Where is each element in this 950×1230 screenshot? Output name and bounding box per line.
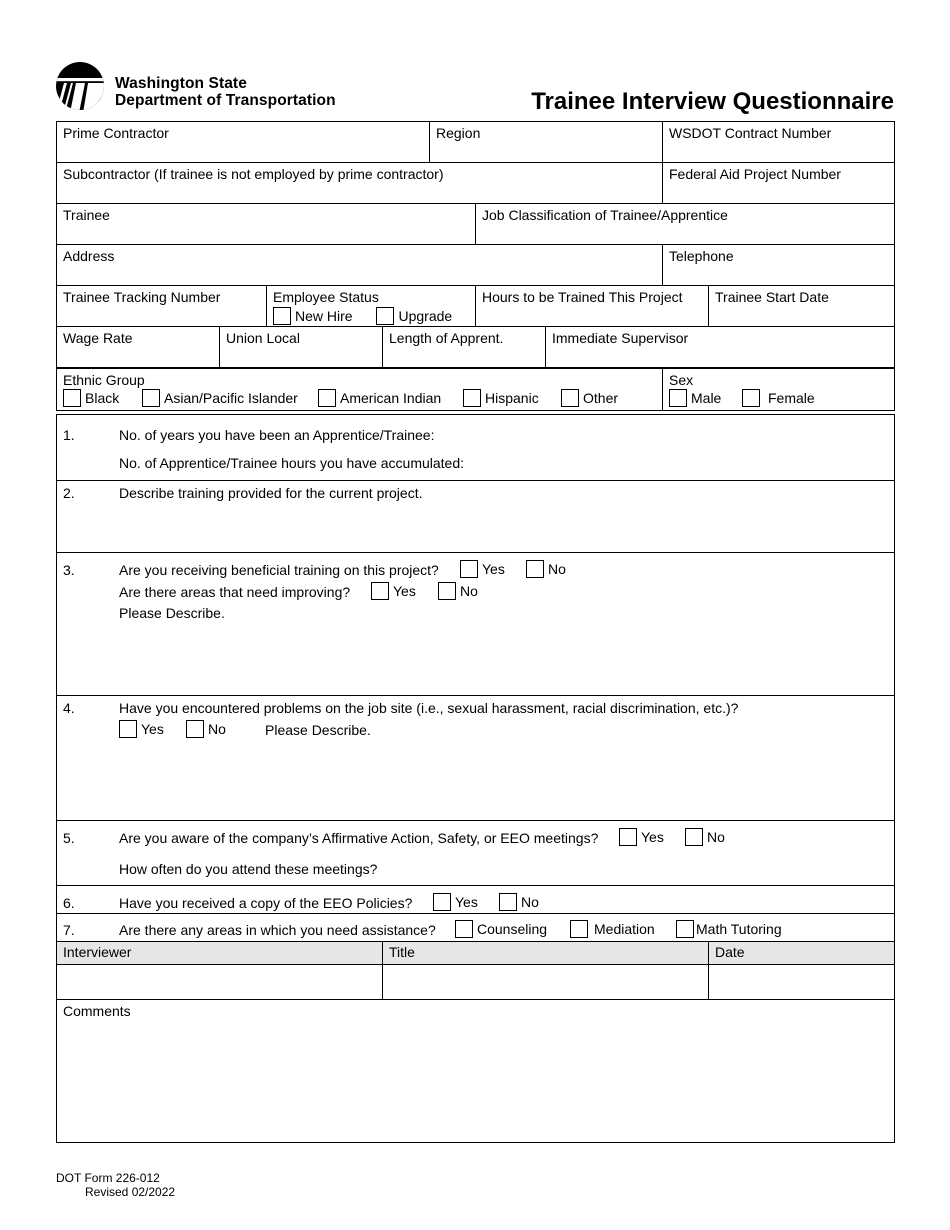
q4-yes-checkbox[interactable] <box>119 720 137 738</box>
ethnic-black-label: Black <box>85 389 120 406</box>
q3-improving-no-label: No <box>460 583 478 599</box>
q5-no-checkbox[interactable] <box>685 828 703 846</box>
question-7 <box>56 913 895 942</box>
question-6-number: 6. <box>63 895 75 911</box>
q3-beneficial-yes-checkbox[interactable] <box>460 560 478 578</box>
address-field[interactable] <box>56 244 663 286</box>
subcontractor-field[interactable] <box>56 162 663 204</box>
ethnic-group-label: Ethnic Group <box>63 372 145 388</box>
q3-beneficial-no-label: No <box>548 561 566 577</box>
question-3-line1: Are you receiving beneficial training on this project? <box>119 562 439 578</box>
q7-counseling-checkbox[interactable] <box>455 920 473 938</box>
ethnic-american-indian-label: American Indian <box>340 389 442 406</box>
ethnic-black-checkbox[interactable] <box>63 389 81 407</box>
question-3-line3: Please Describe. <box>119 605 225 621</box>
interviewer-header <box>56 941 383 965</box>
hours-trained-field[interactable] <box>475 285 709 327</box>
organization-name <box>115 75 336 109</box>
form-title: Trainee Interview Questionnaire <box>531 88 894 115</box>
question-3[interactable] <box>56 552 895 696</box>
comments-label: Comments <box>63 1003 131 1019</box>
org-name-line1: Washington State <box>115 75 247 92</box>
ethnic-hispanic-label: Hispanic <box>485 389 539 406</box>
trainee-label: Trainee <box>63 207 110 223</box>
question-1-line1: No. of years you have been an Apprentice/Trainee: <box>119 427 435 443</box>
q5-yes-checkbox[interactable] <box>619 828 637 846</box>
union-local-field[interactable] <box>219 326 383 368</box>
q5-yes-label: Yes <box>641 829 664 845</box>
question-5-line2: How often do you attend these meetings? <box>119 861 378 877</box>
wage-rate-field[interactable] <box>56 326 220 368</box>
q3-beneficial-yes-label: Yes <box>482 561 505 577</box>
q3-improving-no-checkbox[interactable] <box>438 582 456 600</box>
length-apprent-field[interactable] <box>382 326 546 368</box>
q7-mediation-label: Mediation <box>594 921 655 937</box>
form-footer <box>56 1171 175 1199</box>
wage-rate-label: Wage Rate <box>63 330 133 346</box>
date-input[interactable] <box>708 964 895 1000</box>
q4-no-label: No <box>208 721 226 737</box>
wsdot-logo-icon <box>55 61 105 111</box>
question-4-describe: Please Describe. <box>265 722 371 738</box>
question-3-line2: Are there areas that need improving? <box>119 584 351 600</box>
supervisor-label: Immediate Supervisor <box>552 330 689 346</box>
form-revised: Revised 02/2022 <box>85 1185 176 1199</box>
job-classification-label: Job Classification of Trainee/Apprentice <box>482 207 728 223</box>
q3-improving-yes-label: Yes <box>393 583 416 599</box>
q6-no-label: No <box>521 894 539 910</box>
q5-no-label: No <box>707 829 725 845</box>
q3-improving-yes-checkbox[interactable] <box>371 582 389 600</box>
question-7-text: Are there any areas in which you need assistance? <box>119 922 436 938</box>
federal-aid-label: Federal Aid Project Number <box>669 166 841 182</box>
comments-field[interactable] <box>56 999 895 1143</box>
question-5-line1: Are you aware of the company’s Affirmative Action, Safety, or EEO meetings? <box>119 830 599 846</box>
upgrade-label: Upgrade <box>398 308 453 324</box>
sex-field <box>662 368 895 411</box>
question-5-number: 5. <box>63 830 75 846</box>
employee-status-label: Employee Status <box>273 289 379 305</box>
q4-no-checkbox[interactable] <box>186 720 204 738</box>
region-field[interactable] <box>429 121 663 163</box>
sex-female-label: Female <box>768 389 815 406</box>
interviewer-input[interactable] <box>56 964 383 1000</box>
question-5[interactable] <box>56 820 895 886</box>
date-label: Date <box>715 944 745 960</box>
title-input[interactable] <box>382 964 709 1000</box>
form-number: DOT Form 226-012 <box>56 1171 160 1185</box>
contract-number-field[interactable] <box>662 121 895 163</box>
q4-yes-label: Yes <box>141 721 164 737</box>
upgrade-checkbox[interactable] <box>376 307 394 325</box>
page-header <box>0 0 950 122</box>
question-4[interactable] <box>56 695 895 821</box>
question-6-text: Have you received a copy of the EEO Policies? <box>119 895 413 911</box>
question-7-number: 7. <box>63 922 75 938</box>
start-date-label: Trainee Start Date <box>715 289 829 305</box>
q6-yes-label: Yes <box>455 894 478 910</box>
q7-math-tutoring-checkbox[interactable] <box>676 920 694 938</box>
question-1 <box>56 414 895 481</box>
new-hire-checkbox[interactable] <box>273 307 291 325</box>
q7-math-tutoring-label: Math Tutoring <box>696 921 782 937</box>
sex-male-label: Male <box>691 389 722 406</box>
question-2-text: Describe training provided for the current project. <box>119 485 423 501</box>
sex-male-checkbox[interactable] <box>669 389 687 407</box>
region-label: Region <box>436 125 481 141</box>
tracking-number-field[interactable] <box>56 285 267 327</box>
job-classification-field[interactable] <box>475 203 895 245</box>
ethnic-other-label: Other <box>583 389 619 406</box>
prime-contractor-field[interactable] <box>56 121 430 163</box>
question-1-line2: No. of Apprentice/Trainee hours you have accumulated: <box>119 455 465 471</box>
q6-no-checkbox[interactable] <box>499 893 517 911</box>
start-date-field[interactable] <box>708 285 895 327</box>
title-label: Title <box>389 944 415 960</box>
supervisor-field[interactable] <box>545 326 895 368</box>
telephone-field[interactable] <box>662 244 895 286</box>
sex-label: Sex <box>669 372 694 388</box>
ethnic-asian-label: Asian/Pacific Islander <box>164 389 298 406</box>
hours-trained-label: Hours to be Trained This Project <box>482 289 683 305</box>
question-4-number: 4. <box>63 700 75 716</box>
new-hire-label: New Hire <box>295 308 353 324</box>
ethnic-hispanic-checkbox[interactable] <box>463 389 481 407</box>
employee-status-field <box>266 285 476 327</box>
question-2[interactable] <box>56 480 895 553</box>
ethnic-other-checkbox[interactable] <box>561 389 579 407</box>
tracking-number-label: Trainee Tracking Number <box>63 289 221 305</box>
q6-yes-checkbox[interactable] <box>433 893 451 911</box>
address-label: Address <box>63 248 115 264</box>
federal-aid-field[interactable] <box>662 162 895 204</box>
union-local-label: Union Local <box>226 330 300 346</box>
length-apprent-label: Length of Apprent. <box>389 330 504 346</box>
sex-female-checkbox[interactable] <box>742 389 760 407</box>
org-name-line2: Department of Transportation <box>115 92 336 109</box>
q3-beneficial-no-checkbox[interactable] <box>526 560 544 578</box>
q7-mediation-checkbox[interactable] <box>570 920 588 938</box>
ethnic-asian-checkbox[interactable] <box>142 389 160 407</box>
ethnic-american-indian-checkbox[interactable] <box>318 389 336 407</box>
date-header <box>708 941 895 965</box>
prime-contractor-label: Prime Contractor <box>63 125 169 141</box>
question-6 <box>56 885 895 914</box>
contract-number-label: WSDOT Contract Number <box>669 125 832 141</box>
question-3-number: 3. <box>63 562 75 578</box>
title-header <box>382 941 709 965</box>
question-1-number: 1. <box>63 427 75 443</box>
telephone-label: Telephone <box>669 248 734 264</box>
question-2-number: 2. <box>63 485 75 501</box>
trainee-field[interactable] <box>56 203 476 245</box>
interviewer-label: Interviewer <box>63 944 132 960</box>
question-4-text: Have you encountered problems on the job site (i.e., sexual harassment, racial discrimination, etc.)? <box>119 700 739 716</box>
subcontractor-label: Subcontractor (If trainee is not employed by prime contractor) <box>63 166 444 182</box>
ethnic-group-field <box>56 368 663 411</box>
q7-counseling-label: Counseling <box>477 921 548 937</box>
